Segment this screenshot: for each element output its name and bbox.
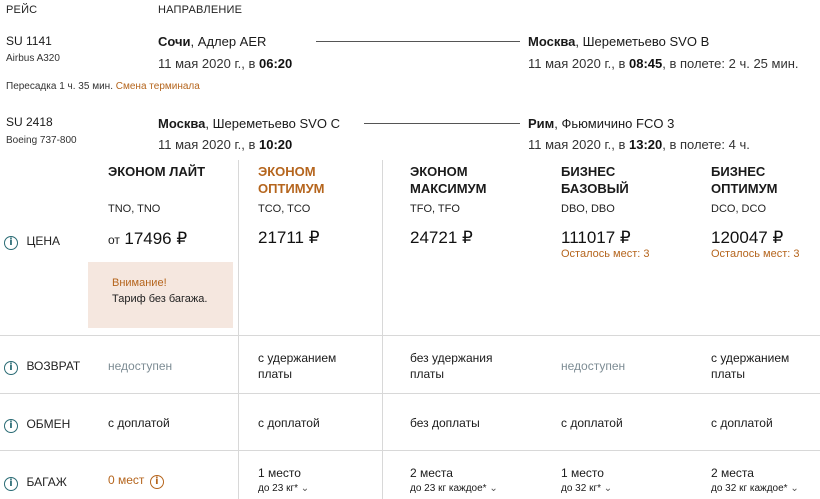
departure-datetime: 11 мая 2020 г., в 06:20 [158,56,293,71]
price-cell[interactable]: от 17496 ₽ [108,229,188,248]
warning-title: Внимание! [112,277,167,289]
tariff-code: DBO, DBO [561,203,615,215]
transfer-info: Пересадка 1 ч. 35 мин. Смена терминала [6,81,200,92]
tariff-code: DCO, DCO [711,203,766,215]
tariff-code: TCO, TCO [258,203,311,215]
selected-tariff-border-left [238,160,239,499]
price-value[interactable]: 24721 ₽ [410,228,473,247]
arrival-datetime: 11 мая 2020 г., в 08:45, в полете: 2 ч. 25 мин. [528,56,799,71]
warning-text: Тариф без багажа. [112,293,208,305]
exchange-row-label: i ОБМЕН [4,415,70,433]
baggage-limit: до 32 кг* ⌄ [561,483,613,494]
baggage-limit: до 23 кг каждое* ⌄ [410,483,498,494]
route-line [364,123,520,124]
refund-value: недоступен [561,359,626,373]
arrival-city: Рим, Фьюмичино FCO 3 [528,116,675,131]
exchange-value: без доплаты [410,416,480,430]
arrival-datetime: 11 мая 2020 г., в 13:20, в полете: 4 ч. [528,137,750,152]
departure-city: Сочи, Адлер AER [158,34,267,49]
baggage-value: 2 места [711,466,754,480]
departure-datetime: 11 мая 2020 г., в 10:20 [158,137,293,152]
price-row-label: i ЦЕНА [4,232,60,250]
tariff-name-selected[interactable]: ЭКОНОМ ОПТИМУМ [258,164,325,196]
tariff-name[interactable]: БИЗНЕС ОПТИМУМ [711,164,778,196]
baggage-limit: до 32 кг каждое* ⌄ [711,483,799,494]
exchange-value: с доплатой [108,416,170,430]
chevron-down-icon[interactable]: ⌄ [790,483,799,494]
info-icon[interactable]: i [4,361,18,375]
refund-value: без удержания платы [410,351,493,381]
exchange-value: с доплатой [711,416,773,430]
seats-left: Осталось мест: 3 [711,248,800,260]
exchange-value: с доплатой [561,416,623,430]
tariff-name[interactable]: ЭКОНОМ МАКСИМУМ [410,164,487,196]
refund-row-label: i ВОЗВРАТ [4,357,80,375]
chevron-down-icon[interactable]: ⌄ [489,483,498,494]
tariff-code: TFO, TFO [410,203,460,215]
tariff-name[interactable]: ЭКОНОМ ЛАЙТ [108,164,206,179]
info-icon[interactable]: i [4,236,18,250]
refund-value: недоступен [108,359,173,373]
chevron-down-icon[interactable]: ⌄ [603,483,613,494]
route-line [316,41,520,42]
refund-value: с удержанием платы [258,351,337,381]
info-icon[interactable]: i [4,419,18,433]
row-divider [0,450,820,451]
tariff-name[interactable]: БИЗНЕС БАЗОВЫЙ [561,164,629,196]
tariff-code: TNO, TNO [108,203,161,215]
direction-column-header: НАПРАВЛЕНИЕ [158,4,243,16]
baggage-limit: до 23 кг* ⌄ [258,483,310,494]
price-value[interactable]: 111017 ₽ [561,228,631,247]
price-value: 17496 ₽ [124,229,188,248]
departure-city: Москва, Шереметьево SVO C [158,116,340,131]
refund-value: с удержанием платы [711,351,790,381]
seats-left: Осталось мест: 3 [561,248,650,260]
info-icon[interactable]: i [4,477,18,491]
row-divider [0,393,820,394]
price-value[interactable]: 120047 ₽ [711,228,784,247]
terminal-change-label: Смена терминала [115,81,200,92]
arrival-city: Москва, Шереметьево SVO B [528,34,710,49]
baggage-value: 2 места [410,466,453,480]
selected-tariff-border-right [382,160,383,499]
baggage-value: 0 мест i [108,473,164,489]
flight-column-header: РЕЙС [6,4,38,16]
aircraft-type: Airbus A320 [6,53,60,64]
info-icon[interactable]: i [150,475,164,489]
baggage-value: 1 место [258,466,301,480]
price-value[interactable]: 21711 ₽ [258,228,320,247]
baggage-value: 1 место [561,466,604,480]
row-divider [0,335,820,336]
exchange-value: с доплатой [258,416,320,430]
flight-number: SU 2418 [6,115,53,129]
aircraft-type: Boeing 737-800 [6,135,77,146]
chevron-down-icon[interactable]: ⌄ [300,483,310,494]
flight-number: SU 1141 [6,34,52,48]
baggage-row-label: i БАГАЖ [4,473,67,491]
